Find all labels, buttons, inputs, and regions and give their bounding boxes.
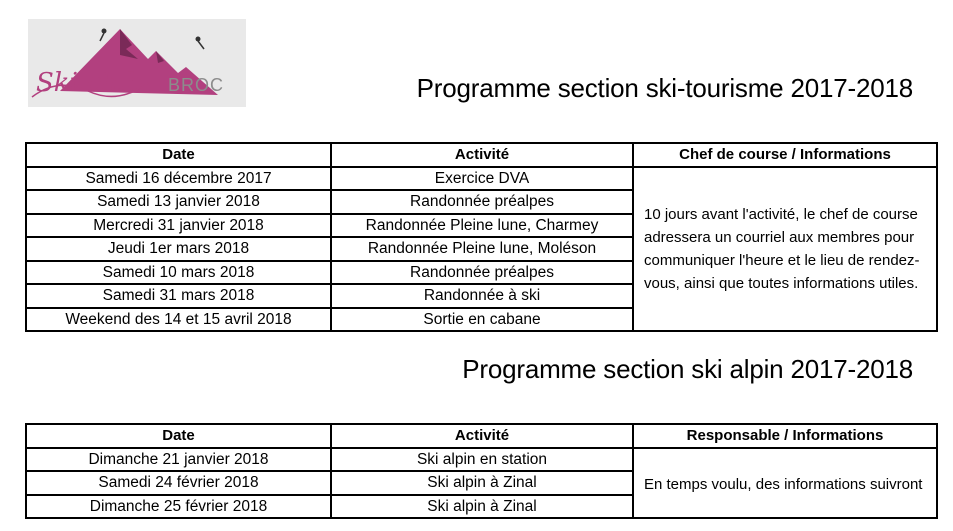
cell-info: En temps voulu, des informations suivront xyxy=(633,448,937,519)
cell-date: Weekend des 14 et 15 avril 2018 xyxy=(26,308,331,332)
cell-date: Dimanche 21 janvier 2018 xyxy=(26,448,331,472)
cell-activity: Randonnée préalpes xyxy=(331,190,633,214)
ski-touring-table xyxy=(25,142,938,332)
cell-activity: Randonnée à ski xyxy=(331,284,633,308)
alpine-ski-table xyxy=(25,423,938,519)
header-activity: Activité xyxy=(331,424,633,448)
cell-activity: Randonnée Pleine lune, Moléson xyxy=(331,237,633,261)
header-info: Responsable / Informations xyxy=(633,424,937,448)
skier-body-left xyxy=(100,33,104,41)
cell-date: Dimanche 25 février 2018 xyxy=(26,495,331,519)
cell-date: Samedi 31 mars 2018 xyxy=(26,284,331,308)
skier-figure-right xyxy=(196,37,201,42)
logo-script-text: Ski-club xyxy=(36,68,143,98)
cell-activity: Randonnée préalpes xyxy=(331,261,633,285)
mountain-logo-graphic xyxy=(28,19,246,107)
header-activity: Activité xyxy=(331,143,633,167)
section-title-alpine-ski: Programme section ski alpin 2017-2018 xyxy=(462,354,913,384)
header-info: Chef de course / Informations xyxy=(633,143,937,167)
table-row xyxy=(26,167,937,191)
cell-info: 10 jours avant l'activité, le chef de course adressera un courriel aux membres pour communiquer l'heure et le lieu de rendez-vous, ainsi que toutes informations utiles. xyxy=(633,167,937,332)
skier-body-right xyxy=(198,41,204,49)
cell-date: Samedi 16 décembre 2017 xyxy=(26,167,331,191)
logo-place-text: BROC xyxy=(168,75,225,95)
cell-activity: Ski alpin en station xyxy=(331,448,633,472)
cell-date: Samedi 10 mars 2018 xyxy=(26,261,331,285)
cell-activity: Ski alpin à Zinal xyxy=(331,471,633,495)
skier-figure-left xyxy=(102,29,107,34)
ski-club-logo xyxy=(28,19,246,107)
cell-date: Samedi 13 janvier 2018 xyxy=(26,190,331,214)
cell-activity: Sortie en cabane xyxy=(331,308,633,332)
cell-activity: Randonnée Pleine lune, Charmey xyxy=(331,214,633,238)
cell-activity: Exercice DVA xyxy=(331,167,633,191)
cell-date: Samedi 24 février 2018 xyxy=(26,471,331,495)
section-title-ski-touring: Programme section ski-tourisme 2017-2018 xyxy=(416,73,913,103)
table-header-row xyxy=(26,143,937,167)
cell-date: Mercredi 31 janvier 2018 xyxy=(26,214,331,238)
table-header-row xyxy=(26,424,937,448)
header-date: Date xyxy=(26,143,331,167)
cell-activity: Ski alpin à Zinal xyxy=(331,495,633,519)
header-date: Date xyxy=(26,424,331,448)
cell-date: Jeudi 1er mars 2018 xyxy=(26,237,331,261)
table-row xyxy=(26,448,937,472)
